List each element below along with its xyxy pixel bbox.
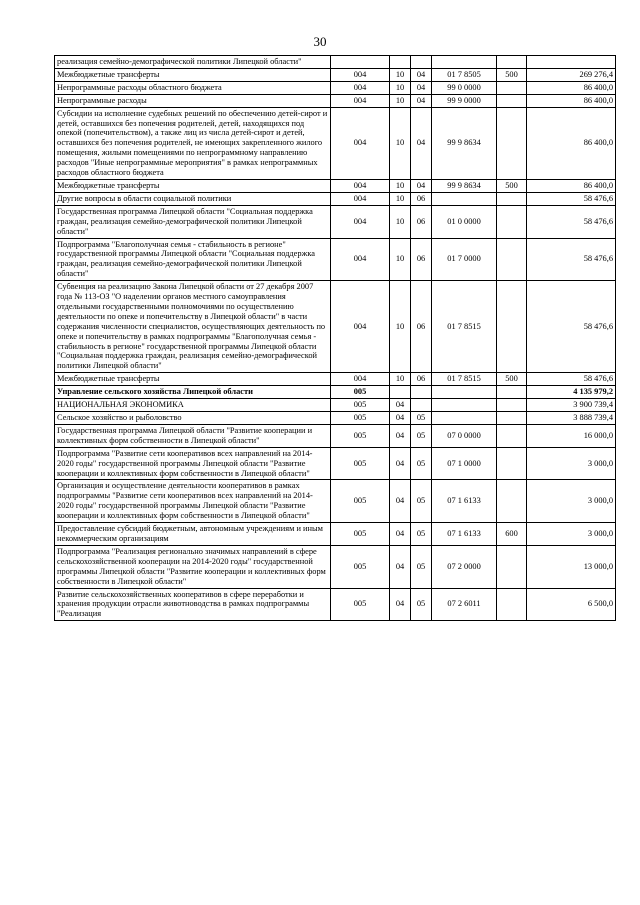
cell-admin-code: 004 [331, 281, 390, 373]
cell-amount: 86 400,0 [527, 179, 616, 192]
cell-description: Межбюджетные трансферты [55, 179, 331, 192]
cell-subsection: 05 [411, 412, 432, 425]
cell-section: 04 [390, 424, 411, 447]
cell-admin-code: 005 [331, 588, 390, 621]
cell-description: Субсидии на исполнение судебных решений по обеспечению детей-сирот и детей, оставшихся без попечения родителей, детей, находящихся под опекой (попечительством), а также лиц из числа детей-сирот и детей, оставшихся без попечения родителей, не имеющих закрепленного жилого помещения, жилыми помещениями по непрограммному направлению расходов "Иные непрограммные мероприятия" в рамках непрограммных расходов областного бюджета [55, 107, 331, 179]
cell-amount: 3 888 739,4 [527, 412, 616, 425]
cell-subsection: 05 [411, 480, 432, 523]
cell-section: 10 [390, 107, 411, 179]
cell-expense-type [497, 480, 527, 523]
cell-expense-type: 500 [497, 179, 527, 192]
cell-target-item: 99 9 0000 [432, 94, 497, 107]
table-row [55, 399, 616, 412]
cell-description: Сельское хозяйство и рыболовство [55, 412, 331, 425]
cell-expense-type [497, 588, 527, 621]
cell-target-item [432, 386, 497, 399]
cell-section: 10 [390, 373, 411, 386]
table-row [55, 238, 616, 281]
cell-target-item: 07 1 6133 [432, 523, 497, 546]
cell-section: 04 [390, 399, 411, 412]
cell-target-item [432, 56, 497, 69]
cell-section: 04 [390, 412, 411, 425]
cell-amount: 86 400,0 [527, 107, 616, 179]
cell-description: Государственная программа Липецкой области "Развитие кооперации и коллективных форм собственности в Липецкой области" [55, 424, 331, 447]
cell-admin-code: 005 [331, 412, 390, 425]
cell-subsection: 05 [411, 545, 432, 588]
cell-amount: 3 000,0 [527, 447, 616, 480]
cell-expense-type [497, 447, 527, 480]
page-number: 30 [313, 34, 327, 49]
cell-subsection: 04 [411, 179, 432, 192]
cell-section: 10 [390, 81, 411, 94]
cell-section: 10 [390, 205, 411, 238]
cell-subsection: 06 [411, 192, 432, 205]
cell-target-item: 07 2 0000 [432, 545, 497, 588]
cell-target-item: 07 1 6133 [432, 480, 497, 523]
cell-section: 04 [390, 523, 411, 546]
cell-amount [527, 56, 616, 69]
cell-subsection: 05 [411, 523, 432, 546]
cell-admin-code: 004 [331, 68, 390, 81]
cell-amount: 4 135 979,2 [527, 386, 616, 399]
cell-section: 10 [390, 281, 411, 373]
cell-subsection: 05 [411, 447, 432, 480]
cell-section: 10 [390, 179, 411, 192]
table-row [55, 179, 616, 192]
cell-section: 04 [390, 545, 411, 588]
table-row [55, 545, 616, 588]
table-row [55, 588, 616, 621]
table-row [55, 412, 616, 425]
cell-expense-type [497, 238, 527, 281]
cell-target-item: 99 0 0000 [432, 81, 497, 94]
cell-section: 10 [390, 94, 411, 107]
cell-target-item: 07 1 0000 [432, 447, 497, 480]
cell-description: Непрограммные расходы [55, 94, 331, 107]
cell-description: НАЦИОНАЛЬНАЯ ЭКОНОМИКА [55, 399, 331, 412]
cell-description: Межбюджетные трансферты [55, 68, 331, 81]
cell-section: 04 [390, 588, 411, 621]
cell-section: 10 [390, 238, 411, 281]
cell-target-item: 01 7 0000 [432, 238, 497, 281]
cell-admin-code: 004 [331, 107, 390, 179]
table-row [55, 107, 616, 179]
cell-section: 10 [390, 68, 411, 81]
cell-expense-type [497, 399, 527, 412]
cell-expense-type [497, 56, 527, 69]
cell-description: Управление сельского хозяйства Липецкой области [55, 386, 331, 399]
cell-amount: 3 000,0 [527, 523, 616, 546]
cell-amount: 58 476,6 [527, 281, 616, 373]
cell-description: Предоставление субсидий бюджетным, автономным учреждениям и иным некоммерческим организациям [55, 523, 331, 546]
cell-target-item: 01 7 8515 [432, 373, 497, 386]
cell-admin-code: 004 [331, 192, 390, 205]
cell-section: 04 [390, 480, 411, 523]
cell-target-item: 07 0 0000 [432, 424, 497, 447]
cell-target-item [432, 412, 497, 425]
cell-target-item: 01 0 0000 [432, 205, 497, 238]
table-row [55, 386, 616, 399]
table-row [55, 447, 616, 480]
cell-amount: 58 476,6 [527, 205, 616, 238]
cell-expense-type [497, 545, 527, 588]
cell-admin-code: 004 [331, 81, 390, 94]
cell-admin-code: 005 [331, 424, 390, 447]
cell-subsection: 04 [411, 68, 432, 81]
cell-expense-type [497, 107, 527, 179]
cell-admin-code: 004 [331, 205, 390, 238]
cell-amount: 16 000,0 [527, 424, 616, 447]
cell-amount: 3 900 739,4 [527, 399, 616, 412]
cell-target-item: 99 9 8634 [432, 107, 497, 179]
cell-description: Непрограммные расходы областного бюджета [55, 81, 331, 94]
cell-amount: 58 476,6 [527, 192, 616, 205]
cell-description: реализация семейно-демографической политики Липецкой области" [55, 56, 331, 69]
table-row [55, 281, 616, 373]
cell-admin-code: 005 [331, 447, 390, 480]
budget-table [54, 55, 616, 621]
table-row [55, 94, 616, 107]
table-row [55, 56, 616, 69]
cell-description: Подпрограмма "Развитие сети кооперативов всех направлений на 2014-2020 годы" государственной программы Липецкой области "Развитие кооперации и коллективных форм собственности в Липецкой области" [55, 447, 331, 480]
cell-expense-type [497, 81, 527, 94]
cell-target-item: 07 2 6011 [432, 588, 497, 621]
cell-admin-code: 005 [331, 545, 390, 588]
cell-amount: 6 500,0 [527, 588, 616, 621]
cell-admin-code: 004 [331, 179, 390, 192]
cell-subsection: 04 [411, 107, 432, 179]
table-row [55, 373, 616, 386]
cell-admin-code: 004 [331, 373, 390, 386]
cell-subsection [411, 399, 432, 412]
cell-admin-code: 005 [331, 399, 390, 412]
cell-amount: 3 000,0 [527, 480, 616, 523]
cell-description: Другие вопросы в области социальной политики [55, 192, 331, 205]
cell-admin-code: 005 [331, 523, 390, 546]
cell-expense-type [497, 94, 527, 107]
cell-amount: 58 476,6 [527, 238, 616, 281]
cell-target-item: 01 7 8515 [432, 281, 497, 373]
table-row [55, 192, 616, 205]
cell-admin-code [331, 56, 390, 69]
cell-admin-code: 004 [331, 238, 390, 281]
table-row [55, 205, 616, 238]
cell-admin-code: 005 [331, 480, 390, 523]
cell-subsection: 06 [411, 205, 432, 238]
cell-admin-code: 005 [331, 386, 390, 399]
cell-target-item: 01 7 8505 [432, 68, 497, 81]
cell-subsection: 04 [411, 81, 432, 94]
cell-amount: 269 276,4 [527, 68, 616, 81]
cell-expense-type: 500 [497, 373, 527, 386]
cell-expense-type [497, 424, 527, 447]
cell-target-item: 99 9 8634 [432, 179, 497, 192]
cell-description: Развитие сельскохозяйственных кооперативов в сфере переработки и хранения продукции отрасли животноводства в рамках подпрограммы "Реализация [55, 588, 331, 621]
table-row [55, 81, 616, 94]
cell-expense-type [497, 412, 527, 425]
cell-subsection: 05 [411, 588, 432, 621]
table-row [55, 68, 616, 81]
cell-subsection: 04 [411, 94, 432, 107]
cell-admin-code: 004 [331, 94, 390, 107]
cell-amount: 86 400,0 [527, 81, 616, 94]
cell-section: 04 [390, 447, 411, 480]
table-body [55, 56, 616, 621]
table-row [55, 523, 616, 546]
cell-section [390, 386, 411, 399]
cell-description: Государственная программа Липецкой области "Социальная поддержка граждан, реализация семейно-демографической политики Липецкой области" [55, 205, 331, 238]
cell-subsection [411, 386, 432, 399]
cell-expense-type: 600 [497, 523, 527, 546]
cell-description: Субвенция на реализацию Закона Липецкой области от 27 декабря 2007 года № 113-ОЗ "О наделении органов местного самоуправления отдельными государственными полномочиями по осуществлению деятельности по опеке и попечительству в Липецкой области" в части содержания численности специалистов, осуществляющих деятельность по опеке и попечительству в рамках подпрограммы "Благополучная семья - стабильность в регионе" государственной программы Липецкой области "Социальная поддержка граждан, реализация семейно-демографической политики Липецкой области" [55, 281, 331, 373]
cell-subsection: 05 [411, 424, 432, 447]
cell-subsection: 06 [411, 373, 432, 386]
cell-expense-type [497, 192, 527, 205]
cell-subsection: 06 [411, 238, 432, 281]
table-row [55, 424, 616, 447]
cell-amount: 13 000,0 [527, 545, 616, 588]
cell-description: Организация и осуществление деятельности кооперативов в рамках подпрограммы "Развитие сети кооперативов всех направлений на 2014-2020 годы" государственной программы Липецкой области "Развитие кооперации и коллективных форм собственности в Липецкой области" [55, 480, 331, 523]
cell-subsection [411, 56, 432, 69]
cell-section [390, 56, 411, 69]
cell-expense-type [497, 281, 527, 373]
cell-expense-type: 500 [497, 68, 527, 81]
cell-expense-type [497, 386, 527, 399]
cell-amount: 58 476,6 [527, 373, 616, 386]
table-row [55, 480, 616, 523]
cell-target-item [432, 192, 497, 205]
cell-description: Подпрограмма "Реализация регионально значимых направлений в сфере сельскохозяйственной кооперации на 2014-2020 годы" государственной программы Липецкой области "Развитие кооперации и коллективных форм собственности в Липецкой области" [55, 545, 331, 588]
cell-section: 10 [390, 192, 411, 205]
cell-description: Подпрограмма "Благополучная семья - стабильность в регионе" государственной программы Липецкой области "Социальная поддержка граждан, реализация семейно-демографической политики Липецкой области" [55, 238, 331, 281]
cell-amount: 86 400,0 [527, 94, 616, 107]
cell-expense-type [497, 205, 527, 238]
cell-target-item [432, 399, 497, 412]
cell-subsection: 06 [411, 281, 432, 373]
cell-description: Межбюджетные трансферты [55, 373, 331, 386]
